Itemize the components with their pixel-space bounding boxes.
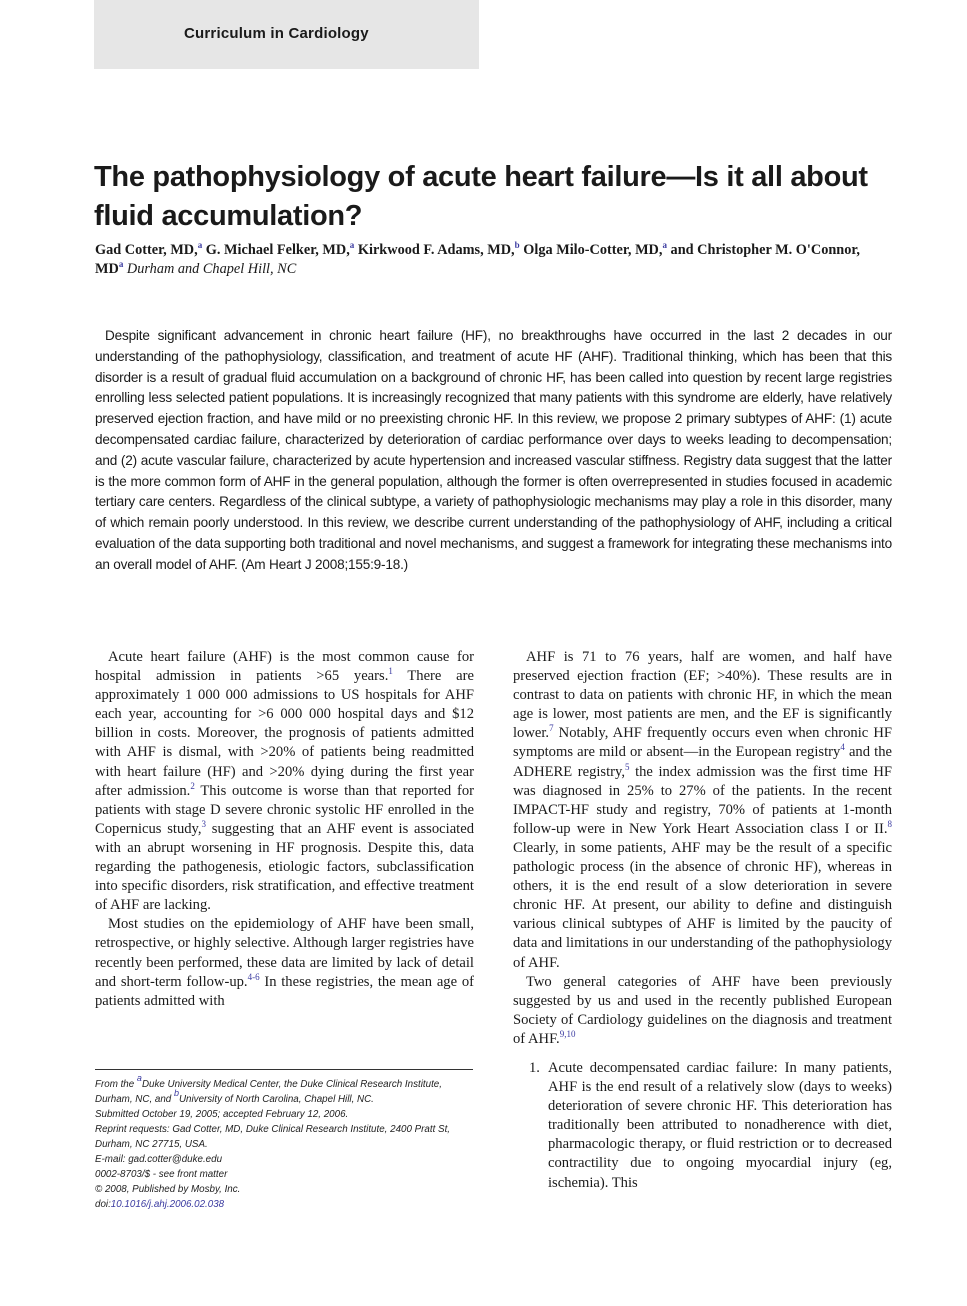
body-paragraph: Acute heart failure (AHF) is the most common cause for hospital admission in patients >65 years.$^1$ There are approximately 1 000 000 admissions to US hospitals for AHF each year, accounting for >6 000 000 hospital days and $12 billion in costs. Moreover, the prognosis of patients admitted with AHF is dismal, with >20% of patients being readmitted with heart failure (HF) and >20% dying during the first year after admission.$^2$ This outcome is worse than that reported for patients with stage D severe chronic systolic HF enrolled in the Copernicus study,$^3$ suggesting that an AHF event is associated with an abrupt worsening in HF prognosis. Despite this, data regarding the pathogenesis, etiologic factors, subclassification into specific disorders, risk stratification, and effective treatment of AHF are lacking. [95, 649, 475, 914]
list-item [513, 1059, 892, 1193]
abstract-text: Despite significant advancement in chronic heart failure (HF), no breakthroughs have occurred in the last 2 decades in our understanding of the pathophysiology, classification, and treatment of acute HF (AHF). Traditional thinking, which has been that this disorder is a result of gradual fluid accumulation on a background of chronic HF, has been called into question by recent large registries enrolling less selected patient populations. It is increasingly recognized that many patients with this syndrome are elderly, have relatively preserved ejection fraction, and have mild or no preexisting chronic HF. In this review, we propose 2 primary subtypes of AHF: (1) acute decompensated cardiac failure, characterized by deterioration of cardiac performance over days to weeks leading to decompensation; and (2) acute vascular failure, characterized by acute hypertension and increased vascular stiffness. Registry data suggest that the latter is the more common form of AHF in the general population, although the former is often overrepresented in studies focused in academic tertiary care centers. Regardless of the clinical subtype, a variety of pathophysiologic mechanisms may play a role in this disorder, many of which remain poorly understood. In this review, we describe current understanding of the pathophysiology of AHF, including a critical evaluation of the data supporting both traditional and novel mechanisms, and suggest a framework for integrating these mechanisms into an overall model of AHF. (Am Heart J 2008;155:9-18.) [95, 328, 892, 572]
body-paragraph: Most studies on the epidemiology of AHF have been small, retrospective, or highly selective. Although larger registries have recently been performed, these data are limited by lack of detail and short-term follow-up.$^{4-6}$ In these registries, the mean age of patients admitted with [95, 916, 474, 1009]
abstract [95, 326, 892, 576]
issn-line: 0002-8703/$ - see front matter [95, 1169, 228, 1180]
doi-link[interactable]: 10.1016/j.ahj.2006.02.038 [110, 1199, 225, 1210]
article-title: The pathophysiology of acute heart failure—Is it all about fluid accumulation? [94, 161, 868, 232]
contact-email: E-mail: gad.cotter@duke.edu [95, 1154, 223, 1165]
subtype-list [513, 1059, 892, 1193]
copyright-line: © 2008, Published by Mosby, Inc. [95, 1184, 241, 1195]
submission-dates: Submitted October 19, 2005; accepted February 12, 2006. [95, 1109, 349, 1120]
list-item-number: 1. [529, 1059, 540, 1076]
body-paragraph: AHF is 71 to 76 years, half are women, and half have preserved ejection fraction (EF; >40%). These results are in contrast to data on patients with chronic HF, in which the mean age is lower, most patients are men, and the EF is significantly lower.$^7$ Notably, AHF frequently occurs even when chronic HF symptoms are mild or absent—in the European registry$^4$ and the ADHERE registry,$^5$ the index admission was the first time HF was diagnosed in 25% to 27% of the patients. In the recent IMPACT-HF study and registry, 70% of patients at 1-month follow-up were in New York Heart Association class I or II.$^8$ Clearly, in some patients, AHF may be the result of a specific pathologic process (in the absence of chronic HF), whereas in others, it is the end result of a slow deterioration in severe chronic HF. At present, our ability to define and distinguish various clinical subtypes of AHF is limited by the paucity of data and limitations in our understanding of the pathophysiology of AHF. [513, 649, 893, 971]
doi-line [95, 1197, 475, 1212]
body-paragraph: Two general categories of AHF have been previously suggested by us and used in the recently published European Society of Cardiology guidelines on the diagnosis and treatment of AHF.$^{9,10}$ [513, 973, 892, 1047]
footnotes [95, 1073, 475, 1212]
list-item-text: Acute decompensated cardiac failure: In many patients, AHF is the end result of a relatively slow (days to weeks) deterioration of severe chronic HF. This deterioration has traditionally been attributed to nonadherence with diet, pharmacologic therapy, or fluid restriction or to decreased contractility due to ongoing myocardial injury (eg, ischemia). This [548, 1059, 892, 1191]
affiliation-note: From the $^a$Duke University Medical Center, the Duke Clinical Research Institute, Durham, NC, and $^b$University of North Carolina, Chapel Hill, NC. [95, 1073, 442, 1105]
author-list: Gad Cotter, MD,$^a$ G. Michael Felker, MD,$^a$ Kirkwood F. Adams, MD,$^b$ Olga Milo-Cotter, MD,$^a$ and Christopher M. O'Connor, $MD^a$ Durham and Chapel Hill, NC [95, 240, 861, 277]
reprint-requests: Reprint requests: Gad Cotter, MD, Duke Clinical Research Institute, 2400 Pratt St, Durham, NC 27715, USA. [95, 1124, 451, 1150]
doi-prefix: doi: [95, 1199, 111, 1210]
section-label: Curriculum in Cardiology [184, 25, 369, 42]
body-column-left [95, 648, 474, 1011]
footnote-divider [95, 1069, 473, 1070]
body-column-right [513, 648, 892, 1193]
